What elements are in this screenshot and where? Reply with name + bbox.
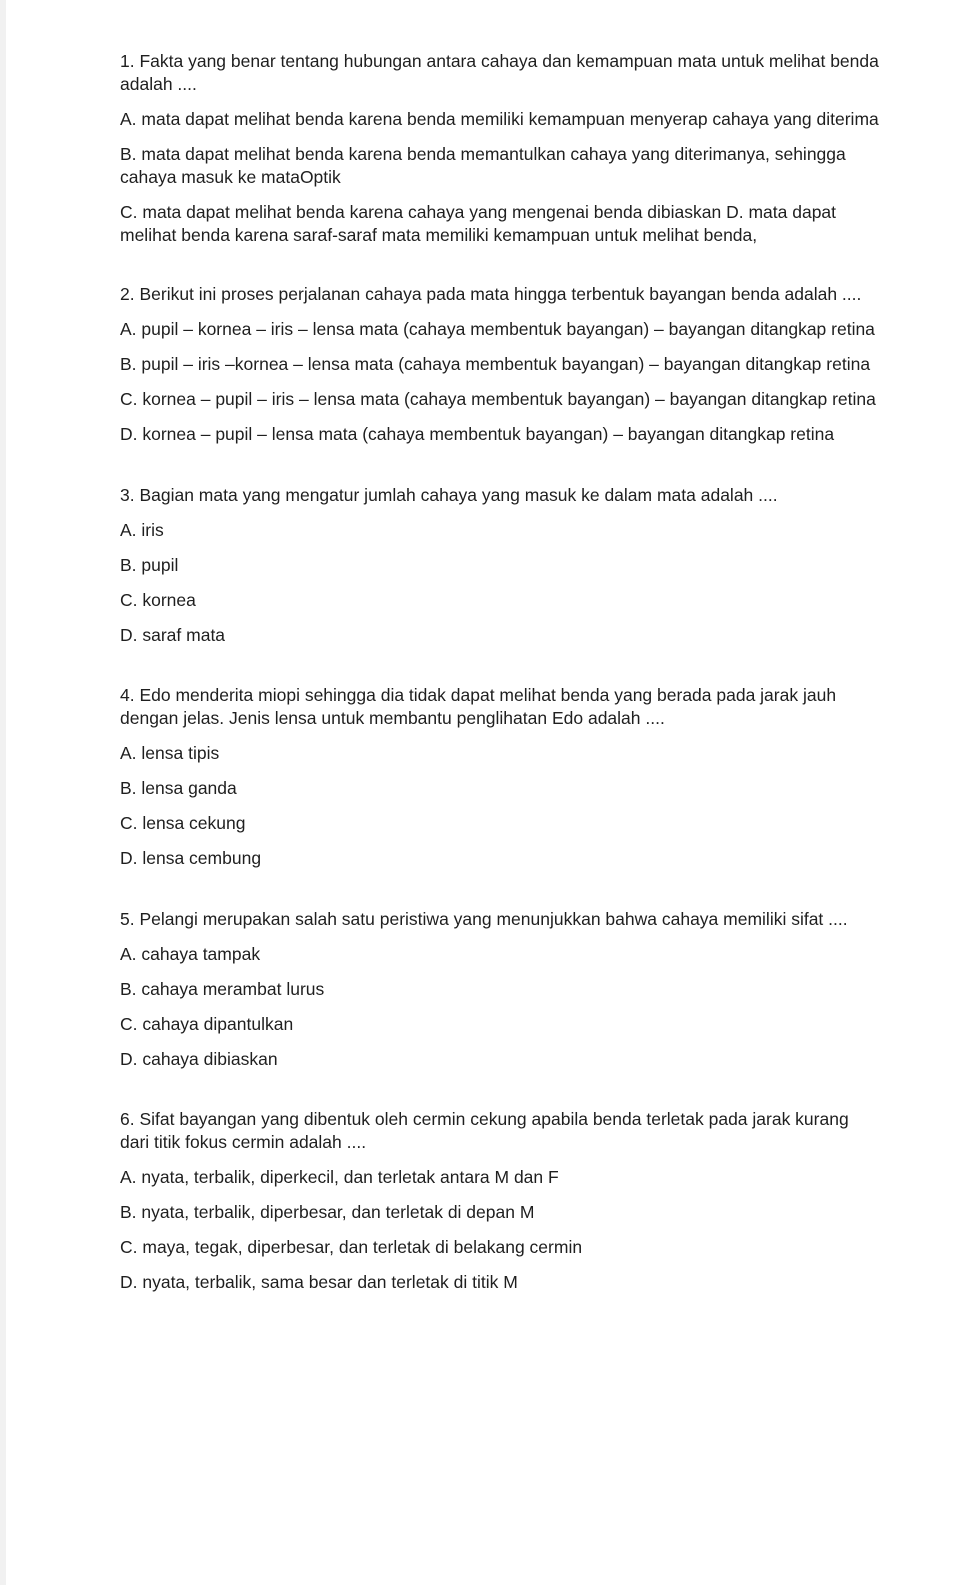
question-5 (120, 908, 880, 1071)
question-4 (120, 684, 880, 870)
question-4-option-d: D. lensa cembung (120, 848, 262, 868)
question-4-option-c: C. lensa cekung (120, 813, 246, 833)
question-3-option-d: D. saraf mata (120, 625, 226, 645)
question-6-option-c: C. maya, tegak, diperbesar, dan terletak di belakang cermin (120, 1237, 583, 1257)
question-1-option-a: A. mata dapat melihat benda karena benda memiliki kemampuan menyerap cahaya yang diterima (120, 109, 879, 129)
question-6-option-a: A. nyata, terbalik, diperkecil, dan terletak antara M dan F (120, 1167, 559, 1187)
page-left-edge (0, 0, 6, 1585)
question-3 (120, 484, 880, 647)
question-3-option-a: A. iris (120, 520, 164, 540)
question-2-option-b: B. pupil – iris –kornea – lensa mata (cahaya membentuk bayangan) – bayangan ditangkap retina (120, 354, 871, 374)
question-1-text: 1. Fakta yang benar tentang hubungan antara cahaya dan kemampuan mata untuk melihat benda adalah .... (120, 51, 879, 94)
question-5-option-a: A. cahaya tampak (120, 944, 261, 964)
question-document (120, 50, 880, 1334)
question-5-text: 5. Pelangi merupakan salah satu peristiwa yang menunjukkan bahwa cahaya memiliki sifat .... (120, 909, 848, 929)
question-6-option-b: B. nyata, terbalik, diperbesar, dan terletak di depan M (120, 1202, 535, 1222)
question-5-option-c: C. cahaya dipantulkan (120, 1014, 294, 1034)
question-2-option-d: D. kornea – pupil – lensa mata (cahaya membentuk bayangan) – bayangan ditangkap retina (120, 424, 835, 444)
question-2-option-c: C. kornea – pupil – iris – lensa mata (cahaya membentuk bayangan) – bayangan ditangkap retina (120, 389, 876, 409)
question-3-text: 3. Bagian mata yang mengatur jumlah cahaya yang masuk ke dalam mata adalah .... (120, 485, 778, 505)
question-6-option-d: D. nyata, terbalik, sama besar dan terletak di titik M (120, 1272, 518, 1292)
question-5-option-b: B. cahaya merambat lurus (120, 979, 325, 999)
question-1-option-c: C. mata dapat melihat benda karena cahaya yang mengenai benda dibiaskan D. mata dapat melihat benda karena saraf-saraf mata memiliki kemampuan untuk melihat benda, (120, 202, 837, 245)
question-4-option-b: B. lensa ganda (120, 778, 237, 798)
question-2-text: 2. Berikut ini proses perjalanan cahaya pada mata hingga terbentuk bayangan benda adalah .... (120, 284, 862, 304)
question-1-option-b: B. mata dapat melihat benda karena benda memantulkan cahaya yang diterimanya, sehingga cahaya masuk ke mataOptik (120, 144, 846, 187)
question-1 (120, 50, 880, 247)
question-3-option-c: C. kornea (120, 590, 196, 610)
question-2 (120, 283, 880, 446)
question-4-option-a: A. lensa tipis (120, 743, 220, 763)
question-2-option-a: A. pupil – kornea – iris – lensa mata (cahaya membentuk bayangan) – bayangan ditangkap retina (120, 319, 875, 339)
question-4-text: 4. Edo menderita miopi sehingga dia tidak dapat melihat benda yang berada pada jarak jauh dengan jelas. Jenis lensa untuk membantu penglihatan Edo adalah .... (120, 685, 837, 728)
question-6-text: 6. Sifat bayangan yang dibentuk oleh cermin cekung apabila benda terletak pada jarak kurang dari titik fokus cermin adalah .... (120, 1109, 849, 1152)
question-6 (120, 1108, 880, 1294)
question-5-option-d: D. cahaya dibiaskan (120, 1049, 278, 1069)
question-3-option-b: B. pupil (120, 555, 179, 575)
